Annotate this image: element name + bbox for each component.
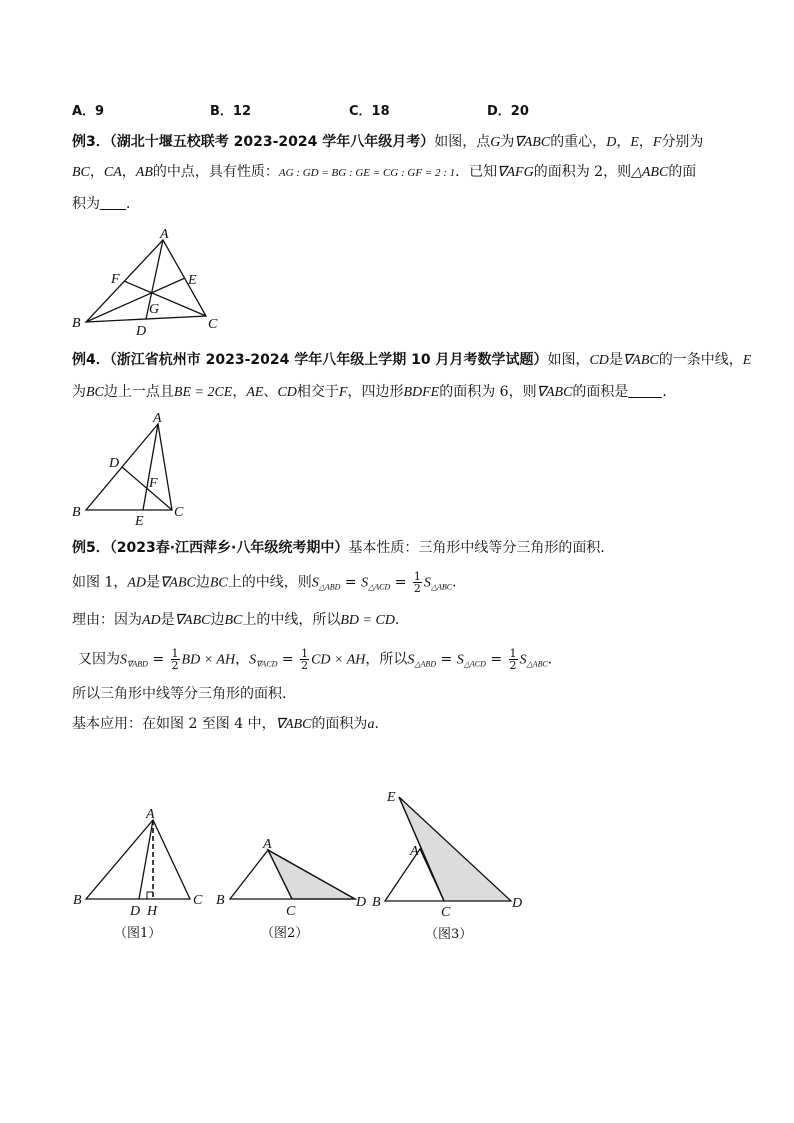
text: ，	[232, 384, 247, 400]
var: D	[606, 135, 617, 150]
fig3-caption: （图3）	[425, 927, 473, 942]
var: AB	[135, 165, 153, 180]
fig2-label-a: A	[263, 837, 272, 852]
subscript: ∇ACD	[256, 659, 278, 669]
text: 又因为	[78, 651, 120, 668]
label-a: A	[160, 227, 169, 242]
fig2-label-c: C	[286, 904, 296, 919]
subscript: △ABC	[430, 582, 453, 592]
subscript: △ACD	[368, 582, 391, 592]
var: S	[361, 575, 369, 591]
text: 的面	[668, 164, 697, 180]
text: =	[440, 651, 453, 668]
label-a: A	[153, 411, 162, 426]
label-d: D	[136, 324, 147, 339]
label-f: F	[111, 272, 120, 287]
numerator: 1	[509, 647, 517, 660]
var: S	[120, 652, 127, 668]
numerator: 1	[413, 570, 421, 583]
ex3-line-2: BC，CA，AB的中点，具有性质：AG : GD = BG : GE = CG : GF = 2 : 1．已知∇AFG的面积为 2，则△ABC的面	[72, 164, 697, 180]
text: 的一条中线，	[658, 352, 743, 368]
text: =	[152, 651, 165, 668]
var: E	[742, 353, 752, 368]
text: 相交于	[296, 384, 339, 400]
ex4-source: （浙江省杭州市 2023-2024 学年八年级上学期 10 月月考数学试题）	[109, 352, 548, 368]
text: 的重心，	[550, 134, 607, 150]
var: BC	[224, 613, 243, 628]
text: 如图，点	[434, 134, 491, 150]
fig1-label-c: C	[193, 893, 203, 908]
text: ．	[394, 612, 409, 628]
fig3-label-b: B	[372, 895, 381, 910]
var: ∇ABC	[160, 575, 196, 591]
var: S	[407, 652, 415, 668]
text: 边	[210, 612, 225, 628]
var: G	[490, 135, 501, 150]
var: S	[423, 575, 431, 591]
fig3-label-e: E	[387, 790, 396, 805]
var: S	[311, 575, 319, 591]
text: 如图 1，	[72, 574, 128, 591]
text: ，	[235, 651, 250, 668]
text: 基本性质：三角形中线等分三角形的面积．	[348, 540, 615, 556]
ex3-source: （湖北十堰五校联考 2023-2024 学年八年级月考）	[109, 134, 435, 150]
subscript: △ABD	[318, 582, 341, 592]
fig1-label-h: H	[147, 904, 158, 919]
var: S	[519, 652, 527, 668]
text: 的中点，具有性质：	[152, 164, 279, 180]
var: BE = 2CE	[173, 385, 233, 400]
fig2-label-b: B	[216, 893, 225, 908]
fig1-label-d: D	[130, 904, 141, 919]
text: ，四边形	[347, 384, 404, 400]
label-e: E	[135, 514, 144, 529]
fig3-label-a: A	[410, 844, 419, 859]
text: ．已知	[455, 164, 498, 180]
ex3-number: 例3．	[72, 134, 110, 150]
ex5-source: （2023春·江西萍乡·八年级统考期中）	[109, 540, 349, 556]
var: S	[456, 652, 464, 668]
text: ，所以	[365, 651, 408, 668]
text: 边	[195, 574, 210, 591]
label-b: B	[72, 505, 81, 520]
denominator: 2	[413, 582, 421, 595]
text: 、	[263, 384, 278, 400]
denominator: 2	[171, 659, 179, 672]
var: CD	[589, 353, 609, 368]
var: ∇ABC	[514, 135, 551, 150]
text: 基本应用：在如图 2 至图 4 中，	[72, 716, 276, 732]
text: 边上一点且	[103, 384, 174, 400]
text: 的面积为 2，则	[533, 164, 632, 180]
var: a	[367, 717, 375, 732]
text: 积为	[72, 196, 100, 212]
denominator: 2	[301, 659, 309, 672]
text: ．	[126, 196, 140, 212]
option-a: A．9	[72, 104, 105, 119]
text: 是	[608, 352, 623, 368]
var: BC	[86, 385, 104, 400]
figure-3	[385, 797, 511, 901]
subscript: △ABD	[414, 659, 437, 669]
var: ∇ABC	[174, 613, 211, 628]
var: BD = CD	[340, 613, 395, 628]
fig3-label-c: C	[441, 905, 451, 920]
option-c: C．18	[349, 104, 390, 119]
ex5-number: 例5．	[72, 540, 110, 556]
numerator: 1	[301, 647, 309, 660]
var: AD	[142, 613, 161, 628]
label-c: C	[174, 505, 184, 520]
text: 的面积为	[311, 716, 368, 732]
label-d: D	[109, 456, 120, 471]
text: ．	[662, 384, 677, 400]
var: △ABC	[631, 165, 669, 180]
text: 理由：因为	[72, 612, 142, 628]
text: =	[344, 574, 357, 591]
text: 是	[160, 612, 175, 628]
denominator: 2	[509, 659, 517, 672]
text: 如图，	[547, 352, 590, 368]
var: BDFE	[403, 385, 440, 400]
text: 上的中线，所以	[242, 612, 341, 628]
subscript: △ABC	[526, 659, 548, 669]
label-f: F	[149, 476, 158, 491]
text: 的面积为 6，则	[439, 384, 537, 400]
var: CA	[103, 165, 122, 180]
var: AD	[127, 575, 147, 591]
ex3-line-1: 例3．（湖北十堰五校联考 2023-2024 学年八年级月考）如图，点G为∇ABC的重心，D，E，F分别为	[72, 134, 704, 150]
option-b: B．12	[210, 104, 251, 119]
var: CD × AH	[311, 652, 366, 668]
var: ∇AFG	[497, 165, 534, 180]
option-d: D．20	[487, 104, 529, 119]
var: E	[630, 135, 639, 150]
subscript: ∇ABD	[127, 659, 148, 669]
label-g: G	[149, 302, 160, 317]
var: S	[249, 652, 257, 668]
text: =	[281, 651, 294, 668]
text: ．	[547, 651, 562, 668]
label-c: C	[208, 317, 218, 332]
text: =	[394, 574, 407, 591]
text: ．	[374, 716, 389, 732]
fig1-label-a: A	[146, 807, 155, 822]
label-e: E	[188, 273, 197, 288]
label-b: B	[72, 316, 81, 331]
text: =	[490, 651, 503, 668]
text: 是	[146, 574, 161, 591]
var: BD × AH	[181, 652, 236, 668]
ex3-formula: AG : GD = BG : GE = CG : GF = 2 : 1	[278, 167, 456, 179]
fig3-label-d: D	[512, 896, 523, 911]
fig2-caption: （图2）	[261, 926, 309, 941]
var: F	[652, 135, 662, 150]
var: ∇ABC	[536, 385, 573, 400]
var: BC	[209, 575, 228, 591]
var: ∇ABC	[622, 353, 659, 368]
ex5-line-5: 所以三角形中线等分三角形的面积．	[72, 686, 296, 702]
ex4-number: 例4．	[72, 352, 110, 368]
text: 的面积是	[572, 384, 629, 400]
text: 上的中线，则	[227, 574, 312, 591]
text: 为	[72, 384, 86, 400]
fig2-label-d: D	[356, 895, 367, 910]
var: F	[338, 385, 348, 400]
var: AE	[246, 385, 264, 400]
figure-2	[230, 850, 355, 899]
text: 为	[500, 134, 515, 150]
subscript: △ACD	[463, 659, 486, 669]
text: 分别为	[661, 134, 704, 150]
var: BC	[72, 165, 90, 180]
text: ．	[452, 574, 467, 591]
figure-1	[86, 820, 190, 899]
numerator: 1	[171, 647, 179, 660]
fig1-label-b: B	[73, 893, 82, 908]
var: CD	[277, 385, 297, 400]
fig1-caption: （图1）	[114, 926, 162, 941]
var: ∇ABC	[275, 717, 312, 732]
